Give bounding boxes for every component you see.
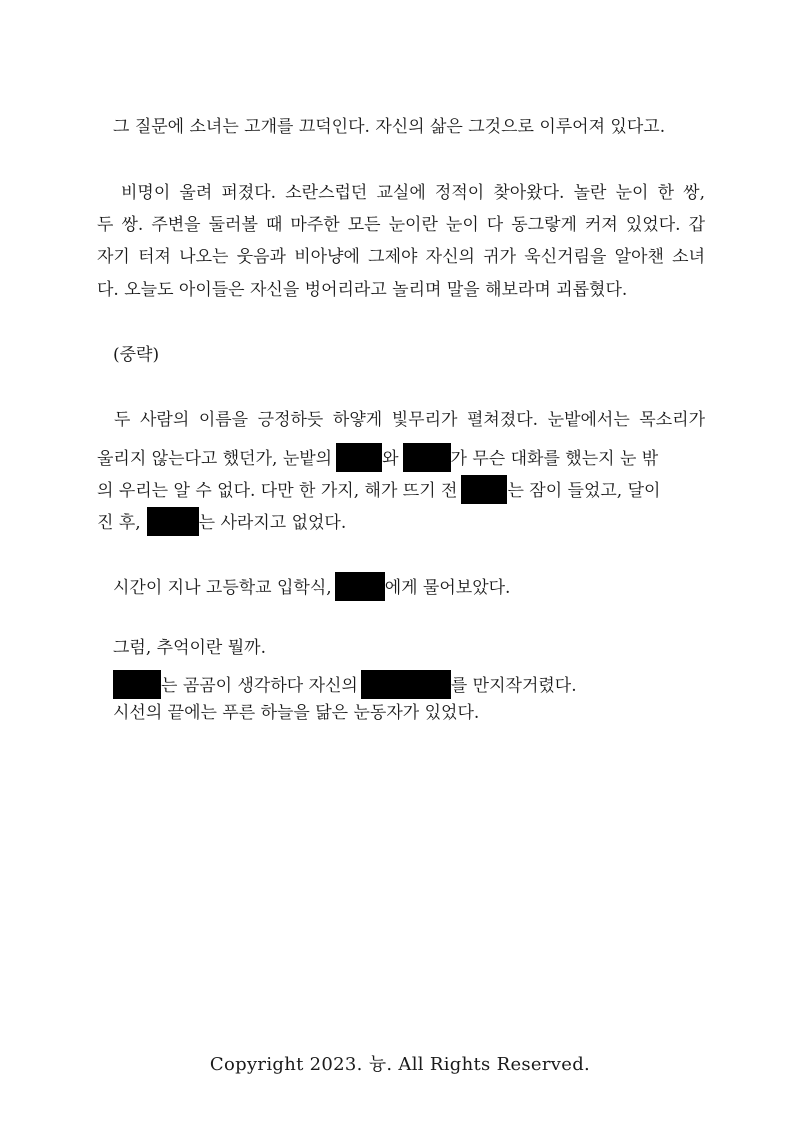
paragraph-4-line-3-text-b: 는 잠이 들었고, 달이 — [507, 481, 661, 501]
paragraph-4-line-2-text-c: 가 무슨 대화를 했는지 눈 밖 — [450, 449, 659, 469]
paragraph-2-line-4: 다. 오늘도 아이들은 자신을 벙어리라고 놀리며 말을 해보라며 괴롭혔다. — [97, 280, 628, 300]
redacted-block — [113, 670, 161, 699]
paragraph-6-line-1: 그럼, 추억이란 뭘까. — [113, 638, 266, 658]
paragraph-6-line-2-text-d: 를 만지작거렸다. — [450, 676, 577, 696]
paragraph-4-line-4-text-b: 는 사라지고 없었다. — [198, 513, 347, 533]
paragraph-4-line-3 — [97, 475, 707, 504]
redacted-block — [336, 443, 382, 472]
paragraph-4-line-1: 두 사람의 이름을 긍정하듯 하얗게 빛무리가 펼쳐졌다. 눈밭에서는 목소리가 — [114, 410, 705, 430]
paragraph-6-line-3: 시선의 끝에는 푸른 하늘을 닮은 눈동자가 있었다. — [113, 703, 480, 723]
paragraph-4-line-2 — [97, 443, 707, 472]
paragraph-4-line-2-text-b: 와 — [382, 449, 399, 469]
paragraph-6-line-2 — [113, 670, 723, 699]
copyright-footer: Copyright 2023. 늉. All Rights Reserved. — [209, 1054, 591, 1075]
omission-marker: (중략) — [113, 345, 160, 365]
paragraph-2-line-2: 두 쌍. 주변을 둘러볼 때 마주한 모든 눈이란 눈이 다 동그랗게 커져 있었다. 갑 — [97, 215, 705, 235]
paragraph-1-line-1: 그 질문에 소녀는 고개를 끄덕인다. 자신의 삶은 그것으로 이루어져 있다고. — [113, 117, 666, 137]
paragraph-5-text-b: 에게 물어보았다. — [384, 578, 511, 598]
paragraph-2-line-3: 자기 터져 나오는 웃음과 비아냥에 그제야 자신의 귀가 욱신거림을 알아챈 소녀 — [97, 247, 705, 267]
paragraph-5-line-1 — [113, 572, 723, 601]
redacted-block — [461, 475, 507, 504]
paragraph-5-text-a: 시간이 지나 고등학교 입학식, — [113, 578, 332, 598]
redacted-block — [335, 572, 385, 601]
paragraph-6-line-2-text-b: 는 곰곰이 생각하다 자신의 — [161, 676, 358, 696]
paragraph-4-line-4-text-a: 진 후, — [97, 513, 141, 533]
paragraph-4-line-2-text-a: 울리지 않는다고 했던가, 눈밭의 — [97, 449, 333, 469]
redacted-block — [147, 507, 199, 536]
paragraph-2-line-1: 비명이 울려 퍼졌다. 소란스럽던 교실에 정적이 찾아왔다. 놀란 눈이 한 쌍, — [121, 183, 705, 203]
redacted-block — [361, 670, 451, 699]
paragraph-4-line-3-text-a: 의 우리는 알 수 없다. 다만 한 가지, 해가 뜨기 전 — [97, 481, 458, 501]
paragraph-4-line-4 — [97, 507, 707, 536]
redacted-block — [403, 443, 451, 472]
